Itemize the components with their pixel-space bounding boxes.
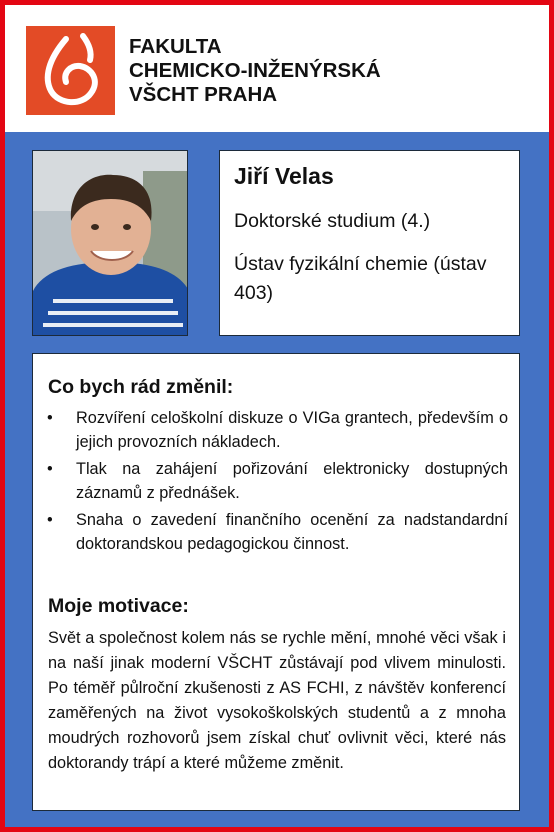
- study-program: Doktorské studium (4.): [234, 210, 431, 232]
- department: Ústav fyzikální chemie (ústav 403): [234, 253, 487, 304]
- motivation-text: Svět a společnost kolem nás se rychle mění, mnohé věci však i na naší jinak moderní VŠCHT zůstávají pod vlivem minulosti. Po téměř půlroční zkušenosti z AS FCHI, z návštěv konferencí zaměřených na život vysokoškolských studentů a z mnoha moudrých rozhovorů jsem získal chuť ovlivnit věci, které nás doktorandy trápí a které můžeme změnit.: [48, 629, 506, 772]
- faculty-line: CHEMICKO-INŽENÝRSKÁ: [129, 59, 381, 82]
- list-item: • Snaha o zavedení finančního ocenění za nadstandardní doktorandskou pedagogickou činnost.: [33, 508, 521, 556]
- candidate-name: Jiří Velas: [234, 163, 334, 189]
- faculty-line: FAKULTA: [129, 35, 222, 58]
- poster-frame: [5, 5, 549, 827]
- bullet-icon: •: [47, 460, 53, 478]
- changes-heading: Co bych rád změnil:: [48, 376, 234, 398]
- faculty-line: VŠCHT PRAHA: [129, 83, 278, 106]
- changes-list: [33, 406, 521, 559]
- motivation-heading: Moje motivace:: [48, 595, 189, 617]
- faculty-logo: [26, 26, 115, 115]
- candidate-photo: [32, 150, 188, 336]
- content-card: [32, 353, 520, 811]
- flask-drop-icon: [26, 26, 115, 115]
- bullet-icon: •: [47, 511, 53, 529]
- list-item: • Tlak na zahájení pořizování elektronicky dostupných záznamů z přednášek.: [33, 457, 521, 505]
- faculty-name: [129, 35, 381, 107]
- header: [5, 5, 549, 132]
- bullet-icon: •: [47, 409, 53, 427]
- list-item: • Rozvíření celoškolní diskuze o VIGa grantech, především o jejich provozních nákladech.: [33, 406, 521, 454]
- profile-card: [219, 150, 520, 336]
